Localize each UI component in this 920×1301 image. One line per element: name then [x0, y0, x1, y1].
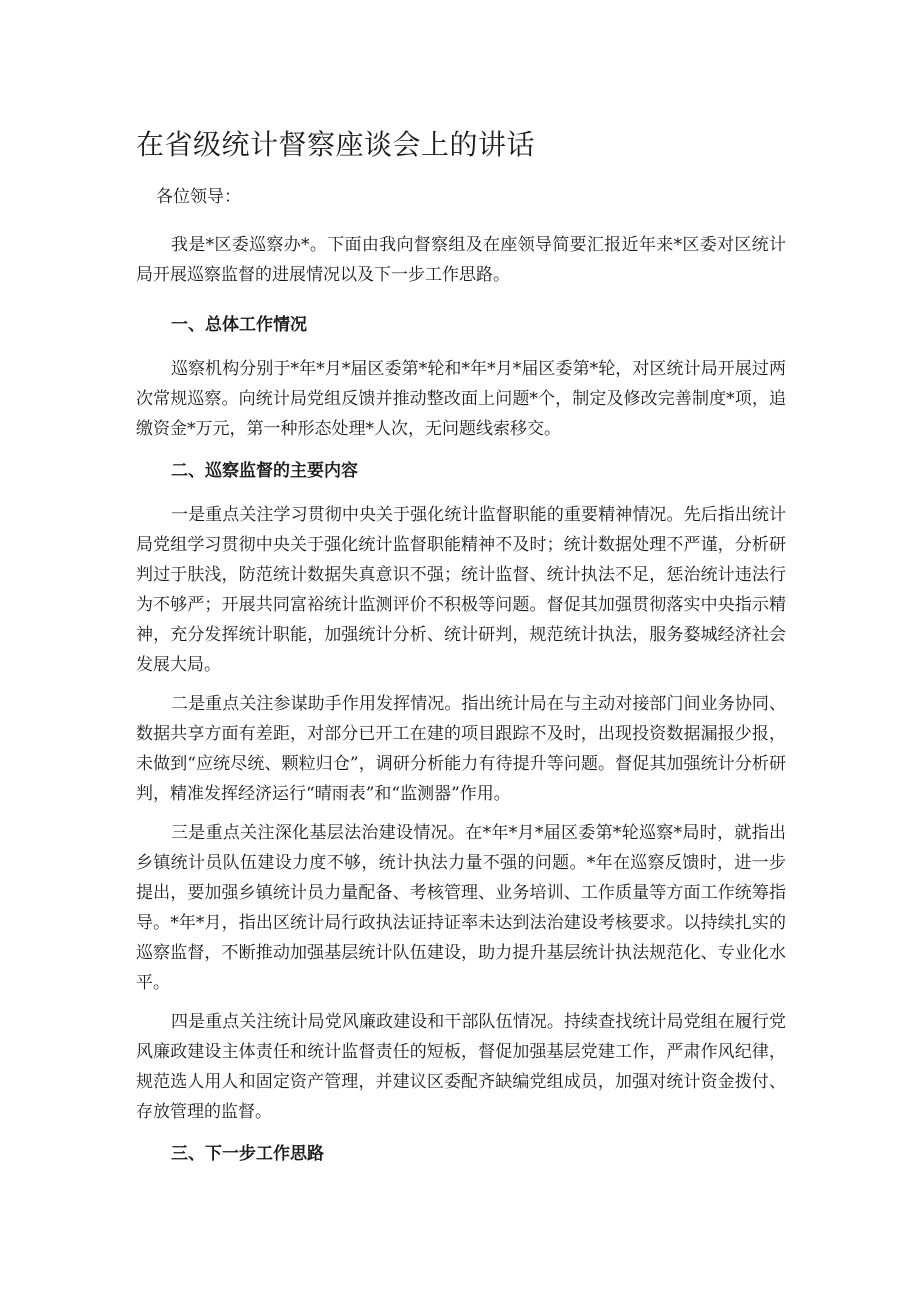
- body-paragraph: 四是重点关注统计局党风廉政建设和干部队伍情况。持续查找统计局党组在履行党风廉政建设主体责任和统计监督责任的短板，督促加强基层党建工作，严肃作风纪律，规范选人用人和固定资产管理，并建议区委配齐缺编党组成员，加强对统计资金拨付、存放管理的监督。: [136, 1012, 786, 1122]
- greeting: 各位领导：: [156, 187, 241, 207]
- section-heading-next-steps: 三、下一步工作思路: [171, 1144, 324, 1164]
- body-paragraph: 一是重点关注学习贯彻中央关于强化统计监督职能的重要精神情况。先后指出统计局党组学习贯彻中央关于强化统计监督职能精神不及时；统计数据处理不严谨，分析研判过于肤浅，防范统计数据失真意识不强；统计监督、统计执法不足，惩治统计违法行为不够严；开展共同富裕统计监测评价不积极等问题。督促其加强贯彻落实中央指示精神，充分发挥统计职能，加强统计分析、统计研判，规范统计执法，服务婺城经济社会发展大局。: [136, 505, 786, 675]
- document-title: 在省级统计督察座谈会上的讲话: [136, 128, 536, 161]
- body-paragraph: 巡察机构分别于*年*月*届区委第*轮和*年*月*届区委第*轮，对区统计局开展过两次常规巡察。向统计局党组反馈并推动整改面上问题*个，制定及修改完善制度*项，追缴资金*万元，第一种形态处理*人次，无问题线索移交。: [136, 359, 786, 439]
- intro-paragraph: 我是*区委巡察办*。下面由我向督察组及在座领导简要汇报近年来*区委对区统计局开展巡察监督的进展情况以及下一步工作思路。: [136, 235, 786, 285]
- document-body: [136, 182, 786, 1183]
- body-paragraph: 二是重点关注参谋助手作用发挥情况。指出统计局在与主动对接部门间业务协同、数据共享方面有差距，对部分已开工在建的项目跟踪不及时，出现投资数据漏报少报，未做到“应统尽统、颗粒归仓”，调研分析能力有待提升等问题。督促其加强统计分析研判，精准发挥经济运行“晴雨表”和“监测器”作用。: [136, 694, 786, 804]
- body-paragraph: 三是重点关注深化基层法治建设情况。在*年*月*届区委第*轮巡察*局时，就指出乡镇统计员队伍建设力度不够，统计执法力量不强的问题。*年在巡察反馈时，进一步提出，要加强乡镇统计员力量配备、考核管理、业务培训、工作质量等方面工作统筹指导。*年*月，指出区统计局行政执法证持证率未达到法治建设考核要求。以持续扎实的巡察监督，不断推动加强基层统计队伍建设，助力提升基层统计执法规范化、专业化水平。: [136, 823, 786, 993]
- section-heading-overview: 一、总体工作情况: [171, 315, 307, 335]
- section-heading-main-content: 二、巡察监督的主要内容: [171, 461, 358, 481]
